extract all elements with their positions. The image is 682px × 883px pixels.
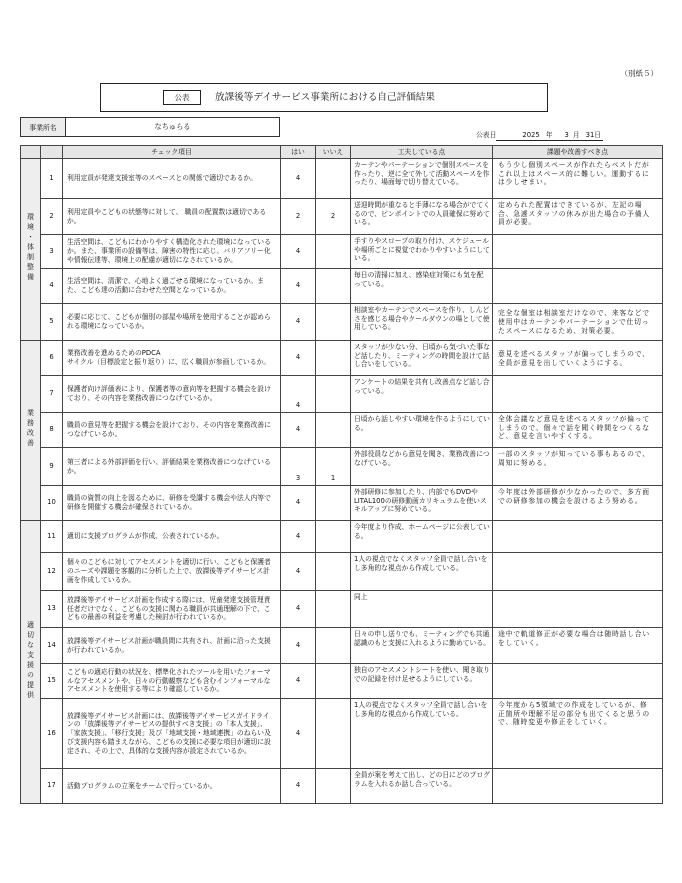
yes-count-cell — [281, 628, 316, 664]
no-count — [316, 732, 350, 735]
good-points-text-cell — [351, 699, 493, 769]
issues-text: 全体会議など意見を述べるスタッフが偏ってしまうので、個々で話を聞く時間をつくるなど、意見を言いやすくする。 — [498, 415, 650, 441]
yes-count-cell — [281, 664, 316, 699]
publish-date-value — [496, 131, 603, 141]
no-count-cell — [316, 664, 351, 699]
item-number-cell — [41, 664, 63, 699]
no-count-cell — [316, 769, 351, 804]
item-number-cell — [41, 413, 63, 448]
item-number: 13 — [47, 604, 56, 613]
item-number-cell — [41, 304, 63, 341]
item-number: 3 — [49, 246, 54, 255]
check-item-text: 生活空間は、清潔で、心地よく過ごせる環境になっているか。また、こども達の活動に合わせた空間となっているか。 — [67, 277, 264, 294]
header-yes: はい — [281, 146, 316, 159]
issues-text-cell — [493, 376, 663, 413]
issues-text-cell — [493, 553, 663, 591]
yes-count: 4 — [295, 317, 301, 326]
no-count: 1 — [330, 474, 336, 483]
issues-text — [493, 376, 662, 379]
check-item-text-cell — [63, 413, 281, 448]
table-row — [21, 664, 663, 699]
check-item-text: 職員の意見等を把握する機会を設けており、その内容を業務改善につなげているか。 — [67, 421, 271, 438]
good-points-text-cell — [351, 553, 493, 591]
table-row — [21, 413, 663, 448]
issues-text-cell — [493, 159, 663, 199]
good-points-text: 日頃から話しやすい環境を作るようにしている。 — [354, 415, 490, 432]
table-row — [21, 769, 663, 804]
good-points-text-cell — [351, 235, 493, 269]
check-item-text-cell — [63, 553, 281, 591]
no-count — [316, 535, 350, 538]
no-count-cell — [316, 413, 351, 448]
issues-text — [493, 269, 662, 272]
issues-text-cell — [493, 413, 663, 448]
check-item-text: 活動プログラムの立案をチームで行っているか。 — [67, 781, 217, 790]
item-number-cell — [41, 269, 63, 304]
item-number-cell — [41, 628, 63, 664]
good-points-text: 手すりやスロープの取り付け、スケジュールや場所ごとに視覚でわかりやすいようにしている。 — [354, 237, 490, 263]
good-points-text-cell — [351, 448, 493, 486]
check-item-text-cell — [63, 486, 281, 521]
good-points-text: 全員が案を考えて出し、どの日にどのプログラムを入れるか話し合っている。 — [354, 771, 490, 788]
check-item-text: 放課後等デイサービス計画が職員間に共有され、計画に沿った支援が行われているか。 — [67, 636, 271, 654]
header-issues: 課題や改善すべき点 — [493, 146, 663, 159]
yes-count: 4 — [295, 566, 301, 575]
table-row — [21, 376, 663, 413]
no-count-cell — [316, 159, 351, 199]
good-points-text-cell — [351, 521, 493, 553]
issues-text-cell — [493, 486, 663, 521]
issues-text-cell — [493, 699, 663, 769]
yes-count-cell — [281, 269, 316, 304]
yes-count-cell — [281, 486, 316, 521]
header-check-item: チェック項目 — [63, 146, 281, 159]
publish-day: 31 — [585, 131, 595, 139]
table-row — [21, 269, 663, 304]
issues-text — [493, 591, 662, 594]
good-points-text-cell — [351, 376, 493, 413]
annex-label: （別紙５） — [620, 69, 658, 78]
yes-count-cell — [281, 521, 316, 553]
yes-count-cell — [281, 376, 316, 413]
no-count-cell — [316, 448, 351, 486]
item-number: 1 — [49, 173, 54, 182]
item-number: 5 — [49, 317, 54, 326]
no-count-cell — [316, 486, 351, 521]
good-points-text-cell — [351, 269, 493, 304]
no-count-cell — [316, 341, 351, 376]
check-item-text: こどもの適応行動の状況を、標準化されたツールを用いたフォーマルなアセスメントや、日々の行動観察なども含むインフォーマルなアセスメントを使用する等により確認しているか。 — [67, 667, 271, 694]
good-points-text: 送迎時間が重なると手薄になる場合がでてくるので、ピンポイントでの人員確保に努めている。 — [354, 201, 490, 227]
header-number — [41, 146, 63, 159]
issues-text: もう少し個別スペースが作れたらベストだがこれ以上はスペース的に難しい。運動するには少しせまい。 — [498, 161, 650, 187]
item-number-cell — [41, 591, 63, 628]
item-number: 2 — [49, 211, 54, 220]
item-number: 14 — [47, 640, 56, 649]
no-count: 2 — [330, 211, 336, 220]
good-points-text-cell — [351, 769, 493, 804]
issues-text — [493, 235, 662, 238]
check-item-text: 利用定員が発達支援室等のスペースとの関係で適切であるか。 — [67, 174, 257, 183]
yes-count-cell — [281, 304, 316, 341]
table-row — [21, 486, 663, 521]
check-item-text: 保護者向け評価表により、保護者等の意向等を把握する機会を設けており、その内容を業務改善につなげているか。 — [67, 385, 271, 402]
issues-text-cell — [493, 448, 663, 486]
check-item-text: 職員の資質の向上を図るために、研修を受講する機会や法人内等で研修を開催する機会が確保されているか。 — [67, 494, 271, 511]
issues-text-cell — [493, 304, 663, 341]
header-no: いいえ — [316, 146, 351, 159]
check-item-text: 生活空間は、こどもにわかりやすく構造化された環境になっているか。また、事業所の設備等は、障害の特性に応じ、バリアフリー化や情報伝達等、環境上の配慮が適切になされているか。 — [67, 238, 271, 264]
item-number: 11 — [47, 531, 56, 540]
check-item-text: 個々のこどもに対してアセスメントを適切に行い、こどもと保護者のニーズや課題を客観的に分析した上で、放課後等デイサービス計画を作成しているか。 — [67, 558, 271, 584]
table-row — [21, 304, 663, 341]
table-row — [21, 591, 663, 628]
evaluation-table — [20, 145, 663, 804]
table-row — [21, 235, 663, 269]
good-points-text-cell — [351, 486, 493, 521]
category-cell — [21, 341, 41, 521]
good-points-text: 外部役員などから意見を聞き、業務改善につなげている。 — [354, 450, 490, 467]
yes-count-cell — [281, 591, 316, 628]
check-item-text-cell — [63, 235, 281, 269]
no-count — [316, 680, 350, 683]
table-header-row — [21, 146, 663, 159]
check-item-text-cell — [63, 769, 281, 804]
issues-text-cell — [493, 521, 663, 553]
yes-count-cell — [281, 235, 316, 269]
item-number: 4 — [49, 281, 54, 290]
item-number-cell — [41, 199, 63, 235]
check-item-text-cell — [63, 376, 281, 413]
good-points-text: 同上 — [354, 593, 368, 601]
publish-day-unit: 日 — [594, 131, 602, 139]
no-count — [316, 785, 350, 788]
check-item-text-cell — [63, 341, 281, 376]
yes-count: 4 — [295, 401, 301, 410]
table-row — [21, 199, 663, 235]
yes-count: 4 — [295, 353, 301, 362]
item-number: 16 — [47, 728, 56, 737]
yes-count-cell — [281, 769, 316, 804]
publish-date-label: 公表日 — [476, 131, 497, 139]
item-number-cell — [41, 553, 63, 591]
item-number: 7 — [49, 389, 54, 398]
yes-count: 4 — [295, 246, 301, 255]
yes-count-cell — [281, 341, 316, 376]
yes-count-cell — [281, 448, 316, 486]
good-points-text-cell — [351, 591, 493, 628]
issues-text-cell — [493, 341, 663, 376]
yes-count: 2 — [295, 211, 301, 220]
yes-count: 4 — [295, 728, 301, 737]
item-number: 10 — [47, 498, 56, 507]
issues-text-cell — [493, 591, 663, 628]
issues-text — [493, 769, 662, 772]
no-count-cell — [316, 269, 351, 304]
item-number-cell — [41, 448, 63, 486]
header-category — [21, 146, 41, 159]
check-item-text-cell — [63, 664, 281, 699]
item-number: 6 — [49, 353, 54, 362]
item-number-cell — [41, 235, 63, 269]
no-count-cell — [316, 235, 351, 269]
item-number-cell — [41, 486, 63, 521]
yes-count: 4 — [295, 676, 301, 685]
no-count — [316, 608, 350, 611]
check-item-text: 適切に支援プログラムが作成、公表されているか。 — [67, 532, 224, 541]
check-item-text-cell — [63, 628, 281, 664]
no-count — [316, 321, 350, 324]
no-count — [316, 429, 350, 432]
good-points-text: 外部研修に参加したり、内部でもDVDやLITAL100の研修動画カリキュラムを使いスキルアップに努めている。 — [354, 488, 487, 514]
check-item-text-cell — [63, 269, 281, 304]
good-points-text-cell — [351, 413, 493, 448]
publish-year: 2025 — [522, 131, 540, 139]
public-badge: 公表 — [163, 90, 201, 105]
no-count-cell — [316, 521, 351, 553]
publish-month: 3 — [564, 131, 569, 139]
check-item-text: 第三者による外部評価を行い、評価結果を業務改善につなげているか。 — [67, 457, 271, 475]
good-points-text: スタッフが少ない分、日頃から気づいた事など話したり、ミーティングの時間を設けて話し合いをしている。 — [354, 343, 490, 369]
no-count — [316, 177, 350, 180]
yes-count: 4 — [295, 173, 301, 182]
publish-year-unit: 年 — [545, 131, 553, 139]
issues-text: 今年度から5領域での作成をしているが、修正箇所や理解不足の部分も出てくると思うので、随時変更や修正をしていく。 — [498, 701, 650, 727]
yes-count: 4 — [295, 531, 301, 540]
category-label: 業務改善 — [26, 409, 35, 450]
facility-label: 事業所名 — [21, 118, 66, 136]
table-body — [21, 159, 663, 804]
no-count-cell — [316, 699, 351, 769]
issues-text: 今年度は外部研修が少なかったので、多方面での研修参加の機会を設けるよう努める。 — [498, 488, 650, 505]
no-count-cell — [316, 553, 351, 591]
header-good-points: 工夫している点 — [351, 146, 493, 159]
good-points-text-cell — [351, 199, 493, 235]
no-count-cell — [316, 376, 351, 413]
check-item-text-cell — [63, 699, 281, 769]
issues-text: 途中で軌道修正が必要な場合は随時話し合いをしていく。 — [498, 630, 650, 647]
publish-month-unit: 月 — [572, 131, 580, 139]
check-item-text-cell — [63, 591, 281, 628]
good-points-text: カーテンやパーテーションで個別スペースを作ったり、逆に全て外して活動スペースを作ったり、場面毎で切り替えている。 — [354, 161, 490, 187]
check-item-text-cell — [63, 448, 281, 486]
item-number-cell — [41, 376, 63, 413]
table-row — [21, 341, 663, 376]
good-points-text: 日々の申し送りでも、ミーティングでも共通認識のもと支援に入れるように勤めている。 — [354, 630, 490, 647]
check-item-text-cell — [63, 159, 281, 199]
yes-count: 4 — [295, 781, 301, 790]
item-number: 15 — [47, 676, 56, 685]
no-count-cell — [316, 591, 351, 628]
category-cell — [21, 159, 41, 341]
issues-text — [493, 521, 662, 524]
no-count — [316, 357, 350, 360]
yes-count: 4 — [295, 604, 301, 613]
check-item-text: 業務改善を進めるためのPDCA サイクル（目標設定と振り返り）に、広く職員が参画しているか。 — [67, 349, 271, 366]
check-item-text-cell — [63, 304, 281, 341]
issues-text: 完全な個室は相談室だけなので、来客などで使用中はカーテンやパーテーションで仕切ったスペースになるため、対策必要。 — [498, 309, 650, 335]
item-number: 17 — [47, 781, 56, 790]
no-count-cell — [316, 199, 351, 235]
yes-count: 3 — [295, 474, 301, 483]
issues-text-cell — [493, 199, 663, 235]
item-number: 8 — [49, 425, 54, 434]
item-number-cell — [41, 521, 63, 553]
good-points-text-cell — [351, 341, 493, 376]
title-box — [100, 83, 548, 112]
item-number-cell — [41, 341, 63, 376]
item-number-cell — [41, 769, 63, 804]
category-cell — [21, 521, 41, 804]
table-row — [21, 553, 663, 591]
yes-count-cell — [281, 699, 316, 769]
issues-text — [493, 553, 662, 556]
no-count — [316, 570, 350, 573]
check-item-text-cell — [63, 521, 281, 553]
facility-row — [20, 117, 280, 137]
yes-count: 4 — [295, 281, 301, 290]
no-count — [316, 644, 350, 647]
table-row — [21, 521, 663, 553]
table-row — [21, 699, 663, 769]
yes-count-cell — [281, 413, 316, 448]
yes-count: 4 — [295, 498, 301, 507]
table-row — [21, 628, 663, 664]
good-points-text-cell — [351, 304, 493, 341]
no-count-cell — [316, 628, 351, 664]
good-points-text: 独自のアセスメントシートを使い、聞き取りでの記録を付け足せるようにしている。 — [354, 666, 490, 683]
check-item-text: 放課後等デイサービス計画を作成する際には、児童発達支援管理責任者だけでなく、こどもの支援に関わる職員が共通理解の下で、こどもの最善の利益を考慮した検討が行われているか。 — [67, 595, 271, 622]
good-points-text: 1人の視点でなくスタッフ全員で話し合いをし多角的な視点から作成している。 — [354, 555, 488, 572]
issues-text-cell — [493, 628, 663, 664]
document-title: 放課後等デイサービス事業所における自己評価結果 — [215, 92, 435, 103]
check-item-text: 必要に応じて、こどもが個別の部屋や場所を使用することが認められる環境になっているか。 — [67, 313, 271, 330]
publish-date — [476, 131, 603, 141]
good-points-text: 今年度より作成、ホームページに公表している。 — [354, 523, 490, 540]
category-label: 環境・体制整備 — [26, 213, 35, 284]
issues-text-cell — [493, 269, 663, 304]
good-points-text-cell — [351, 664, 493, 699]
yes-count: 4 — [295, 640, 301, 649]
no-count-cell — [316, 304, 351, 341]
issues-text-cell — [493, 235, 663, 269]
issues-text-cell — [493, 769, 663, 804]
check-item-text-cell — [63, 199, 281, 235]
category-label: 適切な支援の提供 — [26, 620, 35, 701]
issues-text — [493, 664, 662, 667]
item-number: 9 — [49, 461, 54, 470]
no-count — [316, 250, 350, 253]
issues-text: 一部のスタッフが知っている事もあるので、周知に努める。 — [498, 450, 650, 467]
good-points-text: 相談室やカーテンでスペースを作り、しんどさを感じる場合やクールダウンの場として使用している。 — [354, 306, 490, 332]
good-points-text-cell — [351, 628, 493, 664]
check-item-text: 放課後等デイサービス計画には、放課後等デイサービスガイドラインの「放課後等デイサービスの提供すべき支援」の「本人支援」、「家族支援」、「移行支援」及び「地域支援・地域連携」のねらい及び支援内容も踏まえながら、こどもの支援に必要な項目が適切に設定され、その上で、具体的な支援内容が設定されているか。 — [67, 711, 271, 755]
yes-count-cell — [281, 199, 316, 235]
yes-count: 4 — [295, 425, 301, 434]
table-row — [21, 448, 663, 486]
good-points-text: 毎日の清掃に加え、感染症対策にも気を配っている。 — [354, 271, 484, 288]
issues-text: 意見を述べるスタッフが偏ってしまうので、全員が意見を出していくようにする。 — [498, 349, 650, 367]
issues-text: 定められた配置はできているが、左記の場合、急遽スタッフの休みが出た場合の予備人員が必要。 — [498, 201, 650, 227]
no-count — [316, 502, 350, 505]
item-number-cell — [41, 159, 63, 199]
item-number-cell — [41, 699, 63, 769]
good-points-text: 1人の視点でなくスタッフ全員で話し合いをし多角的な視点から作成している。 — [354, 701, 488, 718]
issues-text-cell — [493, 664, 663, 699]
table-row — [21, 159, 663, 199]
yes-count-cell — [281, 553, 316, 591]
facility-name: なちゅらる — [154, 122, 191, 131]
yes-count-cell — [281, 159, 316, 199]
item-number: 12 — [47, 566, 56, 575]
no-count — [316, 285, 350, 288]
check-item-text: 利用定員やこどもの状態等に対して、 職員の配置数は適切であるか。 — [67, 207, 267, 225]
good-points-text-cell — [351, 159, 493, 199]
good-points-text: アンケートの結果を共有し改善点など話し合っている。 — [354, 378, 490, 395]
